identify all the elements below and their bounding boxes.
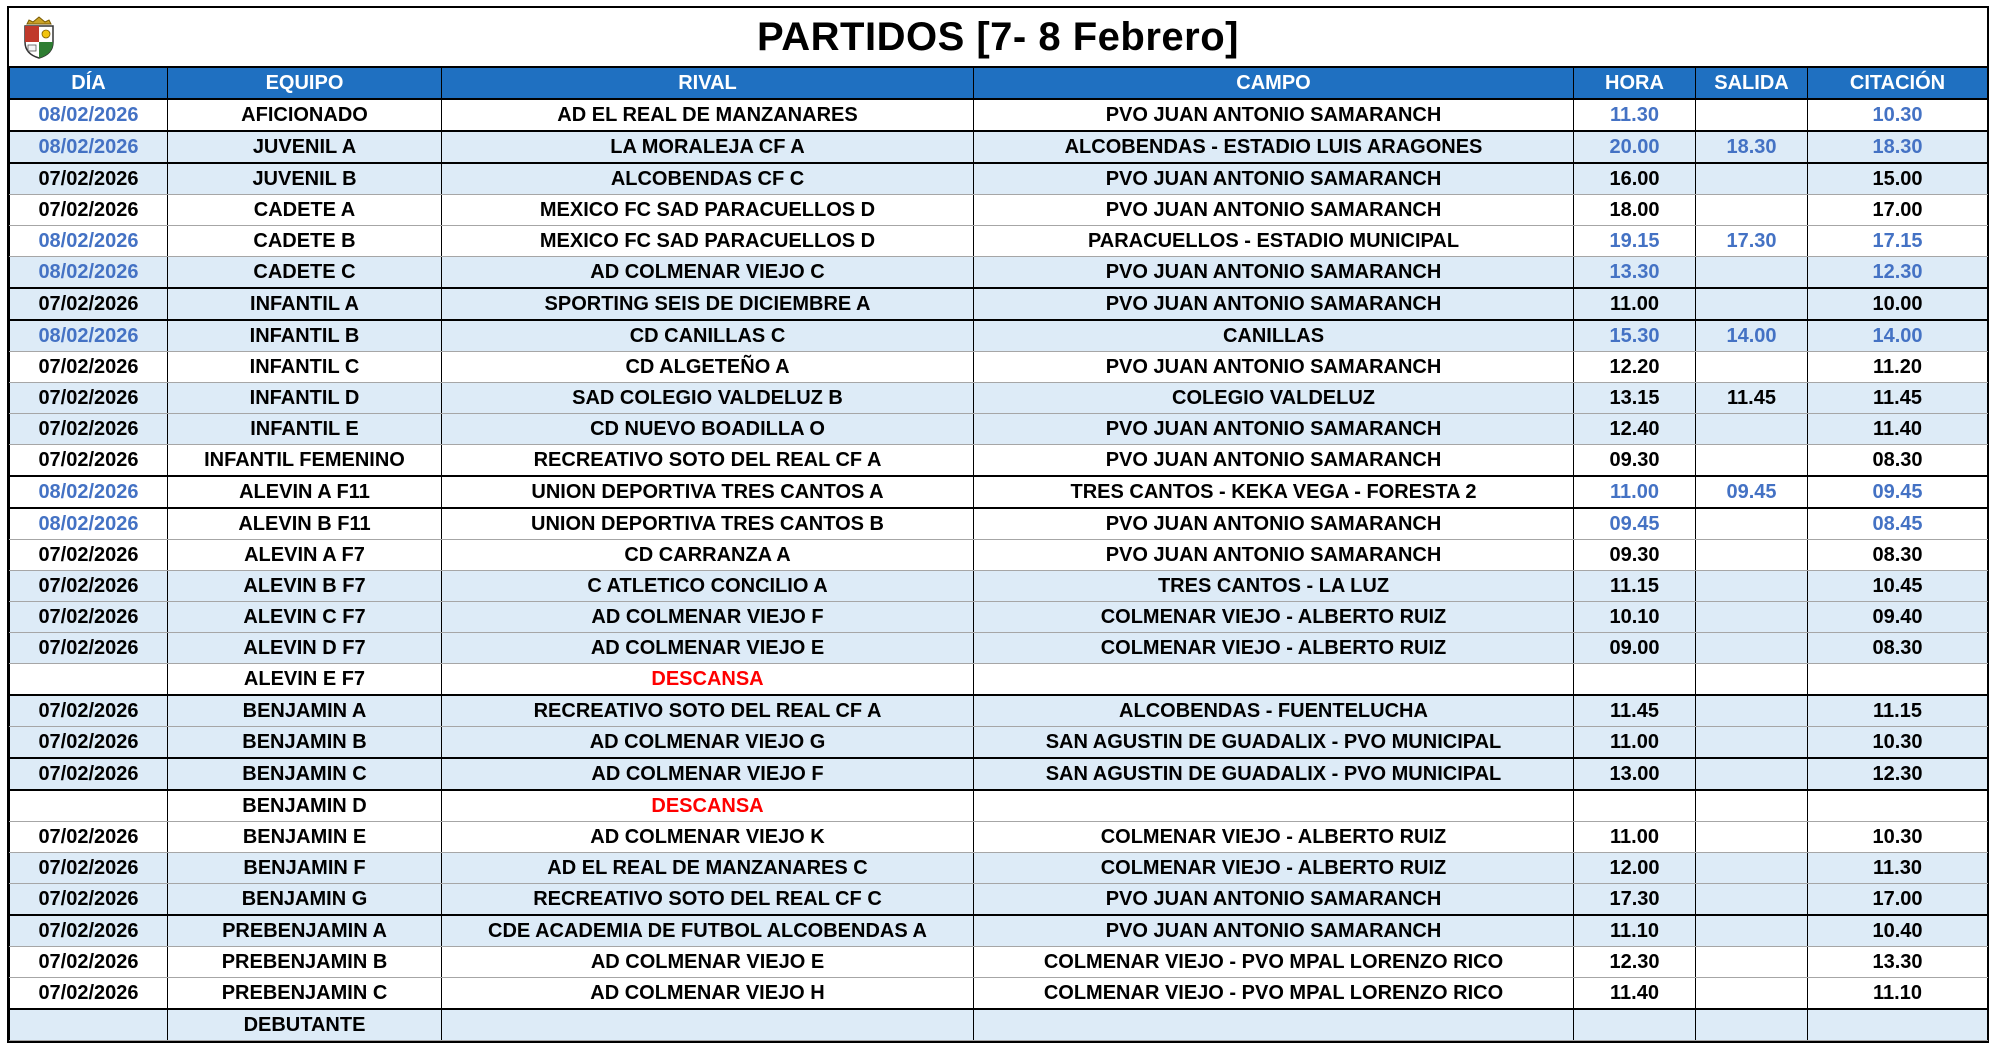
table-row — [10, 414, 1988, 445]
cell-hora: 09.45 — [1574, 508, 1696, 540]
table-row — [10, 163, 1988, 195]
table-row — [10, 695, 1988, 727]
table-row — [10, 790, 1988, 822]
cell-hora: 11.10 — [1574, 915, 1696, 947]
cell-dia: 07/02/2026 — [10, 633, 168, 664]
cell-campo: COLMENAR VIEJO - ALBERTO RUIZ — [974, 602, 1574, 633]
cell-salida — [1696, 664, 1808, 696]
table-row — [10, 226, 1988, 257]
cell-hora: 13.15 — [1574, 383, 1696, 414]
matches-table — [9, 68, 1988, 1041]
cell-equipo: INFANTIL A — [168, 288, 442, 320]
cell-campo: PVO JUAN ANTONIO SAMARANCH — [974, 508, 1574, 540]
cell-campo: PVO JUAN ANTONIO SAMARANCH — [974, 99, 1574, 131]
table-row — [10, 915, 1988, 947]
cell-salida — [1696, 853, 1808, 884]
cell-dia: 08/02/2026 — [10, 99, 168, 131]
table-row — [10, 822, 1988, 853]
cell-salida — [1696, 695, 1808, 727]
table-row — [10, 1009, 1988, 1041]
cell-equipo: JUVENIL B — [168, 163, 442, 195]
cell-hora: 12.00 — [1574, 853, 1696, 884]
cell-rival: AD COLMENAR VIEJO F — [442, 602, 974, 633]
cell-salida: 14.00 — [1696, 320, 1808, 352]
cell-dia — [10, 790, 168, 822]
table-row — [10, 195, 1988, 226]
cell-rival: RECREATIVO SOTO DEL REAL CF A — [442, 695, 974, 727]
cell-rival — [442, 1009, 974, 1041]
cell-hora: 13.00 — [1574, 758, 1696, 790]
cell-rival: CD NUEVO BOADILLA O — [442, 414, 974, 445]
cell-equipo: JUVENIL A — [168, 131, 442, 163]
cell-campo: PVO JUAN ANTONIO SAMARANCH — [974, 288, 1574, 320]
cell-salida — [1696, 1009, 1808, 1041]
cell-citacion: 08.30 — [1808, 633, 1988, 664]
cell-hora: 11.00 — [1574, 727, 1696, 759]
cell-rival: UNION DEPORTIVA TRES CANTOS A — [442, 476, 974, 508]
cell-salida — [1696, 822, 1808, 853]
table-row — [10, 727, 1988, 759]
header-rival: RIVAL — [442, 68, 974, 99]
cell-hora: 11.40 — [1574, 978, 1696, 1010]
cell-hora: 12.30 — [1574, 947, 1696, 978]
cell-rival: RECREATIVO SOTO DEL REAL CF A — [442, 445, 974, 477]
cell-campo: PVO JUAN ANTONIO SAMARANCH — [974, 915, 1574, 947]
cell-campo: SAN AGUSTIN DE GUADALIX - PVO MUNICIPAL — [974, 758, 1574, 790]
table-row — [10, 508, 1988, 540]
cell-campo: COLMENAR VIEJO - PVO MPAL LORENZO RICO — [974, 978, 1574, 1010]
cell-salida — [1696, 352, 1808, 383]
table-row — [10, 664, 1988, 696]
cell-rival: AD COLMENAR VIEJO E — [442, 633, 974, 664]
title-bar — [9, 8, 1987, 68]
cell-dia: 07/02/2026 — [10, 602, 168, 633]
cell-salida — [1696, 790, 1808, 822]
cell-hora — [1574, 664, 1696, 696]
cell-dia: 07/02/2026 — [10, 571, 168, 602]
cell-dia: 08/02/2026 — [10, 508, 168, 540]
cell-dia: 07/02/2026 — [10, 853, 168, 884]
table-row — [10, 978, 1988, 1010]
table-row — [10, 320, 1988, 352]
cell-equipo: INFANTIL D — [168, 383, 442, 414]
table-row — [10, 540, 1988, 571]
cell-salida — [1696, 540, 1808, 571]
cell-citacion: 10.00 — [1808, 288, 1988, 320]
cell-dia: 07/02/2026 — [10, 978, 168, 1010]
cell-hora: 09.00 — [1574, 633, 1696, 664]
cell-dia: 07/02/2026 — [10, 884, 168, 916]
cell-equipo: AFICIONADO — [168, 99, 442, 131]
cell-salida — [1696, 288, 1808, 320]
cell-citacion: 11.15 — [1808, 695, 1988, 727]
cell-citacion: 11.30 — [1808, 853, 1988, 884]
cell-equipo: ALEVIN A F11 — [168, 476, 442, 508]
table-row — [10, 758, 1988, 790]
cell-rival: AD COLMENAR VIEJO H — [442, 978, 974, 1010]
cell-equipo: PREBENJAMIN C — [168, 978, 442, 1010]
cell-hora: 20.00 — [1574, 131, 1696, 163]
cell-hora: 11.45 — [1574, 695, 1696, 727]
table-row — [10, 383, 1988, 414]
cell-salida — [1696, 414, 1808, 445]
cell-citacion: 08.45 — [1808, 508, 1988, 540]
cell-salida: 09.45 — [1696, 476, 1808, 508]
cell-campo: PVO JUAN ANTONIO SAMARANCH — [974, 163, 1574, 195]
cell-rival: DESCANSA — [442, 664, 974, 696]
cell-hora: 16.00 — [1574, 163, 1696, 195]
cell-dia: 07/02/2026 — [10, 445, 168, 477]
cell-campo: TRES CANTOS - LA LUZ — [974, 571, 1574, 602]
cell-equipo: BENJAMIN E — [168, 822, 442, 853]
table-row — [10, 99, 1988, 131]
cell-hora: 11.00 — [1574, 476, 1696, 508]
cell-salida — [1696, 508, 1808, 540]
cell-campo — [974, 1009, 1574, 1041]
header-hora: HORA — [1574, 68, 1696, 99]
table-header-row — [10, 68, 1988, 99]
cell-hora: 09.30 — [1574, 540, 1696, 571]
cell-hora: 13.30 — [1574, 257, 1696, 289]
cell-campo — [974, 664, 1574, 696]
cell-rival: AD COLMENAR VIEJO E — [442, 947, 974, 978]
table-row — [10, 257, 1988, 289]
cell-dia: 08/02/2026 — [10, 131, 168, 163]
cell-hora — [1574, 790, 1696, 822]
cell-salida — [1696, 602, 1808, 633]
cell-rival: RECREATIVO SOTO DEL REAL CF C — [442, 884, 974, 916]
cell-campo: PVO JUAN ANTONIO SAMARANCH — [974, 414, 1574, 445]
cell-citacion: 11.10 — [1808, 978, 1988, 1010]
cell-hora: 15.30 — [1574, 320, 1696, 352]
cell-citacion: 15.00 — [1808, 163, 1988, 195]
cell-salida — [1696, 99, 1808, 131]
cell-citacion: 11.40 — [1808, 414, 1988, 445]
cell-campo: PVO JUAN ANTONIO SAMARANCH — [974, 884, 1574, 916]
cell-dia: 07/02/2026 — [10, 822, 168, 853]
cell-salida — [1696, 947, 1808, 978]
cell-citacion: 11.45 — [1808, 383, 1988, 414]
cell-equipo: ALEVIN B F7 — [168, 571, 442, 602]
cell-citacion: 08.30 — [1808, 540, 1988, 571]
cell-salida: 18.30 — [1696, 131, 1808, 163]
cell-citacion: 08.30 — [1808, 445, 1988, 477]
cell-rival: DESCANSA — [442, 790, 974, 822]
page-title: PARTIDOS [7- 8 Febrero] — [757, 14, 1239, 59]
cell-equipo: BENJAMIN A — [168, 695, 442, 727]
cell-hora: 12.20 — [1574, 352, 1696, 383]
cell-rival: AD COLMENAR VIEJO K — [442, 822, 974, 853]
cell-equipo: BENJAMIN G — [168, 884, 442, 916]
cell-rival: MEXICO FC SAD PARACUELLOS D — [442, 226, 974, 257]
cell-campo: SAN AGUSTIN DE GUADALIX - PVO MUNICIPAL — [974, 727, 1574, 759]
cell-salida — [1696, 257, 1808, 289]
cell-campo — [974, 790, 1574, 822]
cell-dia: 07/02/2026 — [10, 163, 168, 195]
table-row — [10, 571, 1988, 602]
cell-campo: COLEGIO VALDELUZ — [974, 383, 1574, 414]
cell-citacion: 10.30 — [1808, 727, 1988, 759]
cell-campo: COLMENAR VIEJO - ALBERTO RUIZ — [974, 853, 1574, 884]
cell-rival: AD COLMENAR VIEJO C — [442, 257, 974, 289]
cell-equipo: INFANTIL C — [168, 352, 442, 383]
cell-equipo: BENJAMIN B — [168, 727, 442, 759]
cell-campo: COLMENAR VIEJO - ALBERTO RUIZ — [974, 822, 1574, 853]
cell-campo: TRES CANTOS - KEKA VEGA - FORESTA 2 — [974, 476, 1574, 508]
cell-equipo: BENJAMIN D — [168, 790, 442, 822]
cell-rival: ALCOBENDAS CF C — [442, 163, 974, 195]
table-row — [10, 352, 1988, 383]
cell-dia: 08/02/2026 — [10, 476, 168, 508]
cell-citacion: 09.45 — [1808, 476, 1988, 508]
table-row — [10, 602, 1988, 633]
cell-rival: CD CARRANZA A — [442, 540, 974, 571]
cell-salida — [1696, 978, 1808, 1010]
cell-rival: AD EL REAL DE MANZANARES — [442, 99, 974, 131]
cell-salida — [1696, 571, 1808, 602]
cell-equipo: CADETE B — [168, 226, 442, 257]
cell-dia: 07/02/2026 — [10, 947, 168, 978]
cell-rival: AD EL REAL DE MANZANARES C — [442, 853, 974, 884]
cell-campo: PVO JUAN ANTONIO SAMARANCH — [974, 540, 1574, 571]
cell-campo: CANILLAS — [974, 320, 1574, 352]
cell-rival: AD COLMENAR VIEJO F — [442, 758, 974, 790]
cell-equipo: DEBUTANTE — [168, 1009, 442, 1041]
cell-hora: 19.15 — [1574, 226, 1696, 257]
cell-citacion: 10.45 — [1808, 571, 1988, 602]
cell-dia: 07/02/2026 — [10, 288, 168, 320]
table-row — [10, 633, 1988, 664]
cell-equipo: ALEVIN A F7 — [168, 540, 442, 571]
cell-equipo: BENJAMIN F — [168, 853, 442, 884]
cell-rival: CD ALGETEÑO A — [442, 352, 974, 383]
cell-citacion: 12.30 — [1808, 257, 1988, 289]
cell-citacion: 10.30 — [1808, 99, 1988, 131]
cell-equipo: ALEVIN C F7 — [168, 602, 442, 633]
cell-dia: 07/02/2026 — [10, 383, 168, 414]
cell-dia — [10, 664, 168, 696]
cell-rival: AD COLMENAR VIEJO G — [442, 727, 974, 759]
cell-dia: 07/02/2026 — [10, 727, 168, 759]
cell-salida: 17.30 — [1696, 226, 1808, 257]
cell-campo: PVO JUAN ANTONIO SAMARANCH — [974, 257, 1574, 289]
table-row — [10, 853, 1988, 884]
cell-dia: 07/02/2026 — [10, 195, 168, 226]
cell-dia: 07/02/2026 — [10, 540, 168, 571]
cell-dia: 07/02/2026 — [10, 915, 168, 947]
cell-campo: PARACUELLOS - ESTADIO MUNICIPAL — [974, 226, 1574, 257]
cell-dia: 07/02/2026 — [10, 695, 168, 727]
cell-campo: COLMENAR VIEJO - PVO MPAL LORENZO RICO — [974, 947, 1574, 978]
club-crest-icon — [19, 14, 59, 60]
table-row — [10, 288, 1988, 320]
cell-equipo: INFANTIL FEMENINO — [168, 445, 442, 477]
cell-salida — [1696, 633, 1808, 664]
cell-citacion: 14.00 — [1808, 320, 1988, 352]
cell-campo: PVO JUAN ANTONIO SAMARANCH — [974, 445, 1574, 477]
table-row — [10, 476, 1988, 508]
cell-salida — [1696, 727, 1808, 759]
header-campo: CAMPO — [974, 68, 1574, 99]
header-salida: SALIDA — [1696, 68, 1808, 99]
cell-equipo: ALEVIN E F7 — [168, 664, 442, 696]
cell-dia: 07/02/2026 — [10, 758, 168, 790]
cell-citacion: 18.30 — [1808, 131, 1988, 163]
header-citacion: CITACIÓN — [1808, 68, 1988, 99]
cell-citacion: 10.30 — [1808, 822, 1988, 853]
cell-citacion — [1808, 790, 1988, 822]
table-row — [10, 947, 1988, 978]
cell-campo: ALCOBENDAS - FUENTELUCHA — [974, 695, 1574, 727]
schedule-sheet — [7, 6, 1989, 1043]
cell-citacion: 17.00 — [1808, 195, 1988, 226]
cell-equipo: CADETE A — [168, 195, 442, 226]
cell-salida: 11.45 — [1696, 383, 1808, 414]
cell-salida — [1696, 163, 1808, 195]
table-row — [10, 884, 1988, 916]
cell-salida — [1696, 195, 1808, 226]
cell-rival: SPORTING SEIS DE DICIEMBRE A — [442, 288, 974, 320]
cell-hora — [1574, 1009, 1696, 1041]
header-dia: DÍA — [10, 68, 168, 99]
cell-dia: 07/02/2026 — [10, 414, 168, 445]
cell-salida — [1696, 445, 1808, 477]
cell-rival: CD CANILLAS C — [442, 320, 974, 352]
cell-rival: CDE ACADEMIA DE FUTBOL ALCOBENDAS A — [442, 915, 974, 947]
cell-dia: 07/02/2026 — [10, 352, 168, 383]
header-equipo: EQUIPO — [168, 68, 442, 99]
cell-dia — [10, 1009, 168, 1041]
cell-hora: 11.30 — [1574, 99, 1696, 131]
cell-hora: 18.00 — [1574, 195, 1696, 226]
cell-citacion: 11.20 — [1808, 352, 1988, 383]
cell-campo: PVO JUAN ANTONIO SAMARANCH — [974, 195, 1574, 226]
cell-equipo: BENJAMIN C — [168, 758, 442, 790]
cell-equipo: ALEVIN B F11 — [168, 508, 442, 540]
cell-equipo: INFANTIL E — [168, 414, 442, 445]
cell-dia: 08/02/2026 — [10, 320, 168, 352]
cell-hora: 10.10 — [1574, 602, 1696, 633]
table-row — [10, 131, 1988, 163]
cell-salida — [1696, 758, 1808, 790]
cell-citacion — [1808, 664, 1988, 696]
cell-equipo: ALEVIN D F7 — [168, 633, 442, 664]
cell-rival: SAD COLEGIO VALDELUZ B — [442, 383, 974, 414]
cell-citacion: 17.00 — [1808, 884, 1988, 916]
table-row — [10, 445, 1988, 477]
cell-rival: MEXICO FC SAD PARACUELLOS D — [442, 195, 974, 226]
cell-equipo: PREBENJAMIN B — [168, 947, 442, 978]
cell-rival: C ATLETICO CONCILIO A — [442, 571, 974, 602]
cell-citacion: 17.15 — [1808, 226, 1988, 257]
cell-citacion: 09.40 — [1808, 602, 1988, 633]
cell-citacion: 12.30 — [1808, 758, 1988, 790]
cell-equipo: INFANTIL B — [168, 320, 442, 352]
cell-equipo: PREBENJAMIN A — [168, 915, 442, 947]
cell-rival: UNION DEPORTIVA TRES CANTOS B — [442, 508, 974, 540]
cell-hora: 11.00 — [1574, 822, 1696, 853]
cell-campo: ALCOBENDAS - ESTADIO LUIS ARAGONES — [974, 131, 1574, 163]
cell-dia: 08/02/2026 — [10, 257, 168, 289]
cell-equipo: CADETE C — [168, 257, 442, 289]
cell-hora: 12.40 — [1574, 414, 1696, 445]
cell-dia: 08/02/2026 — [10, 226, 168, 257]
cell-citacion — [1808, 1009, 1988, 1041]
cell-citacion: 10.40 — [1808, 915, 1988, 947]
cell-hora: 11.15 — [1574, 571, 1696, 602]
cell-citacion: 13.30 — [1808, 947, 1988, 978]
cell-rival: LA MORALEJA CF A — [442, 131, 974, 163]
cell-hora: 09.30 — [1574, 445, 1696, 477]
cell-campo: COLMENAR VIEJO - ALBERTO RUIZ — [974, 633, 1574, 664]
cell-hora: 17.30 — [1574, 884, 1696, 916]
cell-hora: 11.00 — [1574, 288, 1696, 320]
cell-salida — [1696, 884, 1808, 916]
cell-campo: PVO JUAN ANTONIO SAMARANCH — [974, 352, 1574, 383]
cell-salida — [1696, 915, 1808, 947]
